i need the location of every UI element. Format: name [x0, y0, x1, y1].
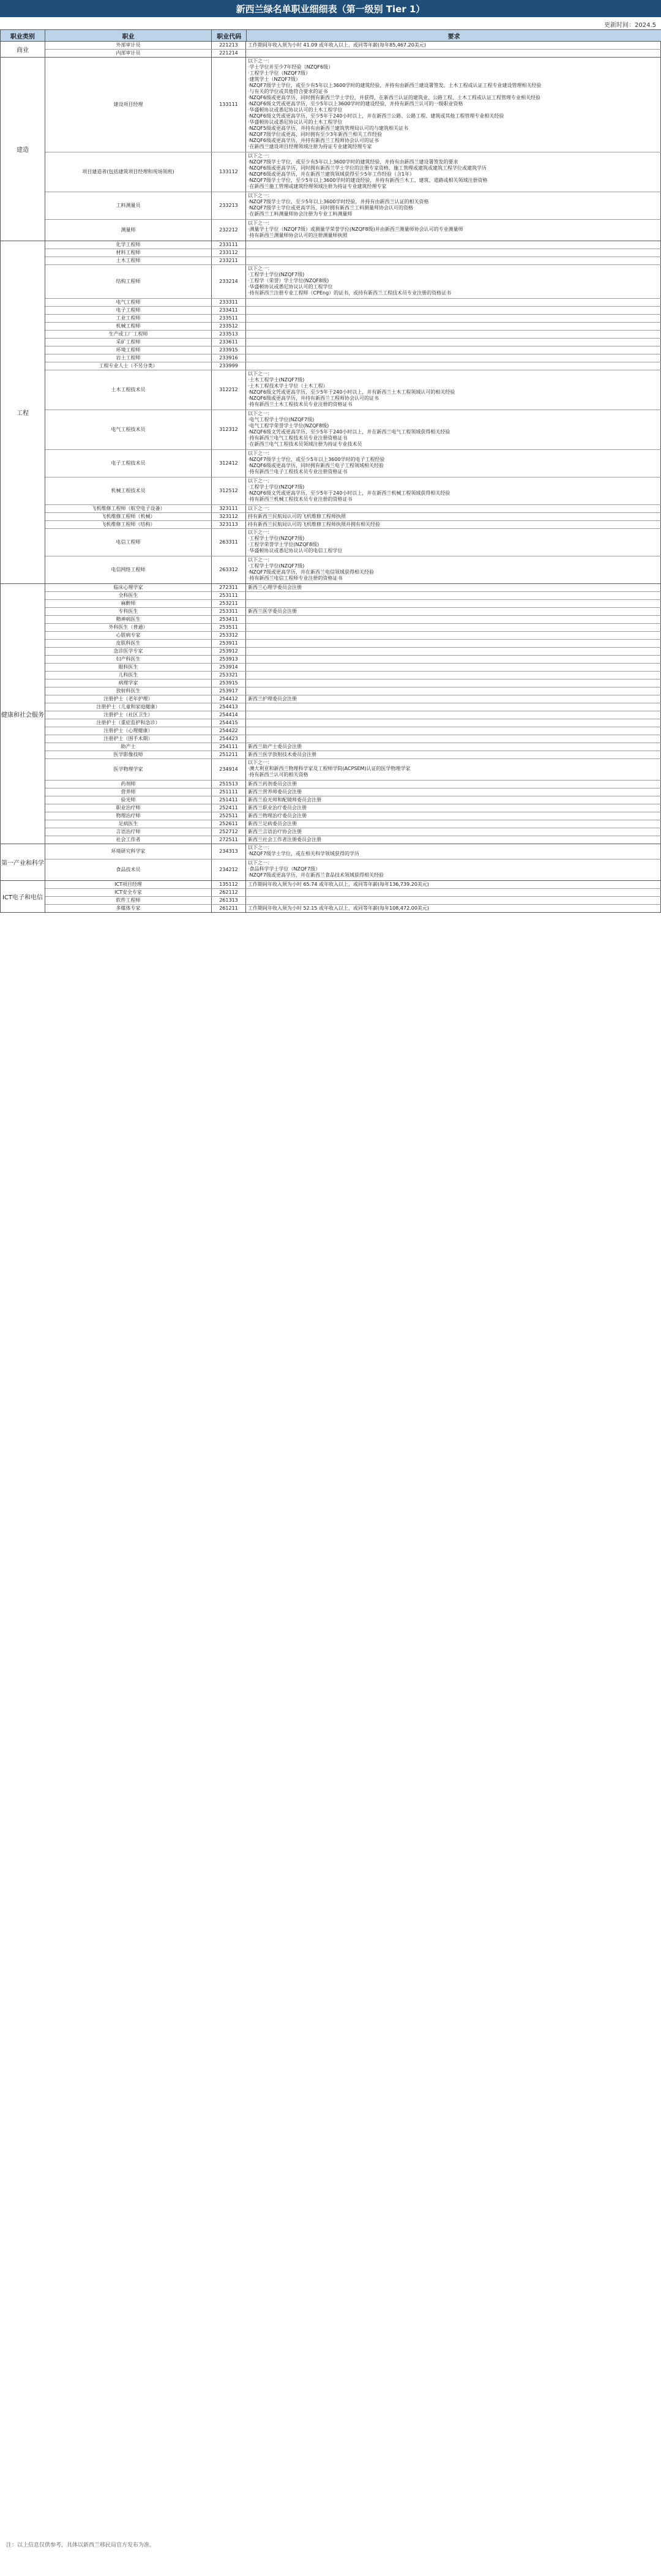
occupation-name: 儿科医生: [45, 672, 212, 679]
occupation-code: 254414: [212, 711, 246, 719]
occupation-name: 化学工程师: [45, 241, 212, 249]
occupation-requirement: [246, 703, 661, 711]
occupation-requirement: 工作期间年收入须为小时 41.09 或年收入以上，或同等年薪(每年85,467.20美元): [246, 42, 661, 49]
occupation-code: 251211: [212, 751, 246, 758]
occupation-requirement: [246, 257, 661, 264]
occupation-name: 项目建造者(包括建筑项目经理和现场领班): [45, 152, 212, 192]
occupation-code: 253311: [212, 608, 246, 615]
occupation-code: 252411: [212, 804, 246, 812]
occupation-name: 医学物理学家: [45, 759, 212, 780]
table-row: [45, 711, 661, 719]
section-rows: [45, 584, 661, 844]
occupation-name: 电气工程师: [45, 299, 212, 306]
occupation-name: 土木工程技术员: [45, 370, 212, 410]
occupation-name: 外科医生（普通）: [45, 624, 212, 631]
table-row: [45, 743, 661, 751]
occupation-requirement: [246, 331, 661, 338]
table-row: [45, 664, 661, 672]
occupation-requirement: 新西兰物理治疗委员会注册: [246, 812, 661, 820]
occupation-code: 312512: [212, 477, 246, 504]
table-row: [45, 529, 661, 556]
occupation-code: 312212: [212, 370, 246, 410]
occupation-requirement: [246, 354, 661, 362]
occupation-code: 254423: [212, 735, 246, 743]
table-row: [45, 513, 661, 521]
occupation-code: 252712: [212, 828, 246, 836]
occupation-name: 验光师: [45, 796, 212, 804]
occupation-name: 物理治疗师: [45, 812, 212, 820]
occupation-requirement: 持有新西兰民航局认可的飞机维修工程师执照并拥有相关经验: [246, 521, 661, 528]
table-row: [45, 828, 661, 836]
occupation-requirement: 新西兰药剂委员会注册: [246, 781, 661, 788]
occupation-code: 254413: [212, 703, 246, 711]
occupation-requirement: 以下之一： ·NZQF7级学士学位，或至少有5年以上3600学时的建筑经验，并持有由新西兰建设署签发的要求 ·NZQF6级或更高学历，同时拥有新西兰学士学位的注册专家资格，施工管理或建筑或建筑工程学位或建筑学历 ·NZQF6级或更高学历，并在新西兰建筑领域获得至少5年工作经验（含1年） ·NZQF7级学士学位，至少5年以上3600学时的建设经验，并持有新西兰木工、建筑、道路或相关领域注册资格 ·在新西兰施工管理或建筑经理领域注册为持证专业建筑经理专家: [246, 152, 661, 192]
occupation-name: 社会工作者: [45, 836, 212, 844]
footer-note: 注：以上信息仅供参考，具体以新西兰移民局官方发布为准。: [6, 2542, 155, 2548]
occupation-code: 251513: [212, 781, 246, 788]
occupation-name: 病理学家: [45, 680, 212, 687]
table-row: [45, 759, 661, 781]
table-section: [1, 844, 661, 881]
table-row: [45, 241, 661, 249]
occupation-requirement: 以下之一： ·工程学士学位(NZQF7级) ·NZQF6级文凭或更高学历，至少5年于240小时以上，并在新西兰机械工程领域获得相关经验 ·持有新西兰机械工程技术员专业注册的资格证书: [246, 477, 661, 504]
occupation-code: 221214: [212, 50, 246, 57]
occupation-requirement: 以下之一： ·NZQF7级学士学位，或至少5年以上3600学时的电子工程经验 ·NZQF6级或更高学历，同时拥有新西兰电子工程领域相关经验 ·持有新西兰电子工程技术员专业注册资格证书: [246, 450, 661, 477]
table-row: [45, 354, 661, 362]
table-row: [45, 600, 661, 608]
table-row: [45, 616, 661, 624]
section-category: 工程: [1, 241, 45, 583]
occupation-code: 252511: [212, 812, 246, 820]
occupation-requirement: 新西兰足病委员会注册: [246, 820, 661, 828]
occupation-code: 253312: [212, 632, 246, 639]
table-row: [45, 265, 661, 299]
table-row: [45, 410, 661, 450]
occupation-requirement: [246, 640, 661, 647]
table-row: [45, 624, 661, 632]
occupation-name: 电子工程技术员: [45, 450, 212, 477]
table-row: [45, 687, 661, 695]
page-title: 新西兰绿名单职业细细表（第一级别 Tier 1）: [0, 0, 661, 17]
table-row: [45, 897, 661, 905]
occupation-code: 253911: [212, 640, 246, 647]
table-row: [45, 695, 661, 703]
table-row: [45, 346, 661, 354]
occupation-name: 机械工程师: [45, 323, 212, 330]
occupation-requirement: 工作期间年收入须为小时 65.74 或年收入以上，或同等年薪(每年136,739.20美元): [246, 881, 661, 888]
table-row: [45, 323, 661, 331]
occupation-code: 233611: [212, 339, 246, 346]
table-row: [45, 220, 661, 241]
occupation-name: 外部审计员: [45, 42, 212, 49]
occupation-name: 土木工程师: [45, 257, 212, 264]
table-row: [45, 632, 661, 640]
occupation-name: 电信网络工程师: [45, 556, 212, 583]
table-row: [45, 331, 661, 339]
table-row: [45, 521, 661, 529]
occupation-requirement: 新西兰营养师委员会注册: [246, 788, 661, 796]
occupation-name: 精神病医生: [45, 616, 212, 623]
occupation-code: 233214: [212, 265, 246, 298]
section-rows: [45, 42, 661, 57]
table-row: [45, 556, 661, 583]
table-row: [45, 58, 661, 152]
table-row: [45, 788, 661, 796]
occupation-name: 临床心理学家: [45, 584, 212, 591]
occupation-name: 结构工程师: [45, 265, 212, 298]
occupation-code: 252611: [212, 820, 246, 828]
occupation-code: 323113: [212, 521, 246, 528]
occupation-code: 233112: [212, 249, 246, 256]
table-section: [1, 881, 661, 913]
occupation-name: ICT安全专家: [45, 889, 212, 896]
occupation-requirement: [246, 687, 661, 695]
table-row: [45, 339, 661, 346]
occupation-name: 注册护士（儿童和家庭健康）: [45, 703, 212, 711]
occupation-code: 251411: [212, 796, 246, 804]
occupation-code: 253411: [212, 616, 246, 623]
table-row: [45, 152, 661, 192]
occupation-code: 262112: [212, 889, 246, 896]
occupation-requirement: 以下之一： ·食品科学学士学位（NZQF7级） ·NZQF7级或更高学历，并在新西兰食品技术领域获得相关经验: [246, 859, 661, 880]
occupation-name: 注册护士（社区卫生）: [45, 711, 212, 719]
occupation-name: 测量师: [45, 220, 212, 241]
occupation-requirement: [246, 656, 661, 663]
occupation-code: 233916: [212, 354, 246, 362]
table-row: [45, 640, 661, 648]
occupation-name: 软件工程师: [45, 897, 212, 904]
occupation-name: 电信工程师: [45, 529, 212, 556]
occupation-requirement: [246, 889, 661, 896]
table-row: [45, 719, 661, 727]
occupation-requirement: 以下之一： ·澳大利亚和新西兰物理科学家及工程师学院(ACPSEM)认证的医学物理学家 ·持有新西兰认可的相关资格: [246, 759, 661, 780]
occupation-code: 253912: [212, 648, 246, 655]
occupation-requirement: [246, 307, 661, 314]
occupation-code: 233411: [212, 307, 246, 314]
occupation-name: 内部审计员: [45, 50, 212, 57]
occupation-name: 急诊医学专家: [45, 648, 212, 655]
occupation-code: 234313: [212, 844, 246, 859]
occupation-requirement: 以下之一： ·工程学士学位(NZQF7级) ·工程学荣誉学士学位(NZQF8级) ·华盛顿协议或悉尼协议认可的电信工程学位: [246, 529, 661, 556]
occupation-requirement: [246, 241, 661, 249]
table-row: [45, 362, 661, 370]
occupation-code: 233211: [212, 257, 246, 264]
occupation-requirement: 新西兰医学放射技术委员会注册: [246, 751, 661, 758]
occupation-name: 妇产科医生: [45, 656, 212, 663]
occupation-name: 飞机维修工程师（结构）: [45, 521, 212, 528]
table-body: [1, 42, 661, 913]
occupation-code: 323111: [212, 505, 246, 512]
occupation-code: 133111: [212, 58, 246, 152]
table-row: [45, 505, 661, 513]
table-row: [45, 315, 661, 323]
table-row: [45, 727, 661, 735]
occupation-requirement: 新西兰医学委员会注册: [246, 608, 661, 615]
occupation-code: 272511: [212, 836, 246, 844]
occupation-name: 机械工程技术员: [45, 477, 212, 504]
occupation-code: 253913: [212, 656, 246, 663]
section-rows: [45, 844, 661, 880]
occupation-requirement: [246, 680, 661, 687]
table-row: [45, 608, 661, 616]
occupation-name: 生产或工厂工程师: [45, 331, 212, 338]
occupation-code: 261211: [212, 905, 246, 912]
section-category: ICT电子和电信: [1, 881, 45, 912]
occupation-requirement: 新西兰言语治疗协会注册: [246, 828, 661, 836]
occupation-name: 医学影像技师: [45, 751, 212, 758]
table-section: [1, 42, 661, 58]
occupation-name: 材料工程师: [45, 249, 212, 256]
occupation-code: 234212: [212, 859, 246, 880]
table-header: [1, 30, 661, 42]
occupation-requirement: 新西兰验光师和配镜师委员会注册: [246, 796, 661, 804]
section-category: 商业: [1, 42, 45, 57]
occupation-requirement: [246, 592, 661, 599]
table-row: [45, 50, 661, 57]
occupation-name: 飞机维修工程师（航空电子设备）: [45, 505, 212, 512]
occupation-name: 麻醉师: [45, 600, 212, 607]
section-category: 建造: [1, 58, 45, 241]
occupation-name: 电子工程师: [45, 307, 212, 314]
occupation-requirement: [246, 249, 661, 256]
occupation-name: 注册护士（心理健康）: [45, 727, 212, 735]
table-row: [45, 477, 661, 505]
occupation-code: 253321: [212, 672, 246, 679]
header-category: 职业类别: [1, 30, 45, 41]
occupation-code: 253511: [212, 624, 246, 631]
table-row: [45, 905, 661, 912]
occupation-name: 药剂师: [45, 781, 212, 788]
occupation-code: 254422: [212, 727, 246, 735]
occupation-code: 233511: [212, 315, 246, 322]
table-row: [45, 812, 661, 820]
occupation-name: 皮肤科医生: [45, 640, 212, 647]
updated-date: 更新时间：2024.5: [604, 22, 656, 29]
occupation-requirement: 以下之一： ·学士学位并至少7年经验（NZQF6级） ·工程学士学位（NZQF7级） ·建筑学士（NZQF7级） ·NZQF7级学士学位，或至少有5年以上3600学时的建筑经验，并持有由新西兰建设署签发、土木工程或认证工程专业建设管理相关经验 ·与有关的学位或其他符合要求的证书 ·NZQF6级或更高学历，同时拥有新西兰学士学位，并获得，在新西兰认证的建筑业、公路工程、土木工程或认证工程管理专业相关经验 ·NZQF6级文凭或更高学历，至少5年以上3600学时的建设经验，并持有新西兰认可的一级职业资格 ·华盛顿协议或悉尼协议认可的土木工程学位 ·NZQF6级文凭或更高学历，至少5年于240小时以上，并在新西兰公路、公路工程、建筑或其他工程管理专业相关经验 ·华盛顿协议或悉尼协议认可的土木工程学位 ·NZQF5级或更高学历，并持有由新西兰建筑管理局认可的与建筑相关证书 ·NZQF7级学位或更高，同时拥有至少3年新西兰相关工作经验 ·NZQF6级或更高学历，并持有新西兰工程师协会认可的证书 ·在新西兰建设项目经理领域注册为持证专业建筑经理专家: [246, 58, 661, 152]
occupation-code: 253917: [212, 687, 246, 695]
occupation-name: 专科医生: [45, 608, 212, 615]
occupation-code: 233111: [212, 241, 246, 249]
occupation-requirement: [246, 339, 661, 346]
occupation-code: 233915: [212, 346, 246, 354]
table-row: [45, 889, 661, 897]
occupation-name: 电气工程技术员: [45, 410, 212, 449]
occupation-code: 261313: [212, 897, 246, 904]
table-row: [45, 751, 661, 759]
table-row: [45, 735, 661, 743]
section-rows: [45, 881, 661, 912]
table-row: [45, 307, 661, 315]
occupation-name: 助产士: [45, 743, 212, 751]
table-row: [45, 257, 661, 265]
occupation-name: 飞机维修工程师（机械）: [45, 513, 212, 520]
occupation-code: 253111: [212, 592, 246, 599]
occupation-requirement: [246, 711, 661, 719]
table-row: [45, 703, 661, 711]
occupation-name: 工业工程师: [45, 315, 212, 322]
occupation-code: 135112: [212, 881, 246, 888]
occupation-requirement: 以下之一： ·工程学士学位(NZQF7级) ·NZQF7级或更高学历，并在新西兰电信领域获得相关经验 ·持有新西兰电信工程师专业注册的资格证书: [246, 556, 661, 583]
occupation-code: 253211: [212, 600, 246, 607]
occupation-requirement: [246, 346, 661, 354]
table-row: [45, 796, 661, 804]
occupation-name: 眼科医生: [45, 664, 212, 671]
table-row: [45, 656, 661, 664]
occupation-code: 233311: [212, 299, 246, 306]
occupation-requirement: 新西兰护理委员会注册: [246, 695, 661, 703]
occupation-name: 放射科医生: [45, 687, 212, 695]
occupation-name: 足病医生: [45, 820, 212, 828]
occupation-requirement: [246, 50, 661, 57]
table-section: [1, 584, 661, 844]
table-row: [45, 450, 661, 477]
table-row: [45, 249, 661, 257]
occupation-name: ICT项目经理: [45, 881, 212, 888]
occupation-requirement: [246, 362, 661, 370]
section-category: 健康和社会服务: [1, 584, 45, 844]
occupation-requirement: [246, 315, 661, 322]
occupation-requirement: [246, 323, 661, 330]
section-rows: [45, 241, 661, 583]
occupation-code: 233213: [212, 192, 246, 219]
occupation-requirement: 以下之一： ·NZQF7级学士学位，至少5年以上3600学时经验，并持有由新西兰认证的相关资格 ·NZQF7级学士学位或更高学历，同时拥有新西兰工料测量师协会认可的资格 ·在新西兰工料测量师协会注册为专业工料测量师: [246, 192, 661, 219]
occupation-name: 注册护士（围手术期）: [45, 735, 212, 743]
table-row: [45, 42, 661, 50]
header-occupation: 职业: [45, 30, 212, 41]
occupation-requirement: [246, 624, 661, 631]
occupation-code: 272311: [212, 584, 246, 591]
occupation-requirement: [246, 616, 661, 623]
occupation-name: 全科医生: [45, 592, 212, 599]
table-row: [45, 672, 661, 680]
occupation-name: 采矿工程师: [45, 339, 212, 346]
occupation-name: 工程专业人士（不另分类）: [45, 362, 212, 370]
occupation-requirement: 新西兰社会工作者注册委员会注册: [246, 836, 661, 844]
occupation-code: 251111: [212, 788, 246, 796]
occupation-table: [0, 29, 661, 913]
occupation-name: 营养师: [45, 788, 212, 796]
occupation-requirement: 持有新西兰民航局认可的飞机维修工程师执照: [246, 513, 661, 520]
occupation-code: 233512: [212, 323, 246, 330]
table-row: [45, 781, 661, 788]
occupation-code: 233999: [212, 362, 246, 370]
occupation-code: 232212: [212, 220, 246, 241]
occupation-code: 221213: [212, 42, 246, 49]
header-code: 职业代码: [212, 30, 247, 41]
occupation-requirement: 以下之一： ·土木工程学士(NZQF7级) ·土木工程技术学士学位（土木工程） ·NZQF6级文凭或更高学历，至少5年于240小时以上，并有新西兰土木工程领域认可的相关经验 ·NZQF6级或更高学历，并持有新西兰工程师协会认可的证书 ·持有新西兰土木工程技术员专业注册的资格证书: [246, 370, 661, 410]
header-requirement: 要求: [247, 30, 661, 41]
occupation-requirement: [246, 719, 661, 727]
occupation-requirement: 以下之一： ·电气工程学士学位(NZQF7级) ·电气工程学荣誉学士学位(NZQF8级) ·NZQF6级文凭或更高学历，至少5年于240小时以上，并在新西兰电气工程领域获得相关经验 ·持有新西兰电气工程技术员专业注册资格证书 ·在新西兰电气工程技术员领域注册为持证专业技术员: [246, 410, 661, 449]
occupation-name: 建设项目经理: [45, 58, 212, 152]
occupation-requirement: 工作期间年收入须为小时 52.15 或年收入以上，或同等年薪(每年108,472.00美元): [246, 905, 661, 912]
occupation-code: 312312: [212, 410, 246, 449]
table-row: [45, 881, 661, 889]
occupation-name: 心脏病专家: [45, 632, 212, 639]
occupation-name: 注册护士（老年护理）: [45, 695, 212, 703]
occupation-requirement: 以下之一： ·NZQF7级学士学位，或在相关科学领域获得的学历: [246, 844, 661, 859]
occupation-requirement: [246, 600, 661, 607]
table-row: [45, 584, 661, 592]
table-section: [1, 241, 661, 584]
occupation-requirement: 新西兰职业治疗委员会注册: [246, 804, 661, 812]
occupation-code: 254415: [212, 719, 246, 727]
occupation-name: 岩土工程师: [45, 354, 212, 362]
occupation-code: 263312: [212, 556, 246, 583]
occupation-code: 233513: [212, 331, 246, 338]
occupation-requirement: 以下之一： ·工程学士学位(NZQF7级) ·工程学（荣誉）学士学位(NZQF8级) ·华盛顿协议或悉尼协议认可的工程学位 ·持有新西兰注册专业工程师（CPEng）的证书，或持有新西兰工程技术员专业注册的资格证书: [246, 265, 661, 298]
occupation-requirement: 以下之一：: [246, 505, 661, 512]
table-row: [45, 820, 661, 828]
occupation-code: 234914: [212, 759, 246, 780]
occupation-requirement: [246, 664, 661, 671]
occupation-requirement: 新西兰助产士委员会注册: [246, 743, 661, 751]
occupation-code: 254111: [212, 743, 246, 751]
occupation-requirement: [246, 727, 661, 735]
occupation-code: 254412: [212, 695, 246, 703]
table-row: [45, 859, 661, 880]
occupation-name: 职业治疗师: [45, 804, 212, 812]
table-row: [45, 592, 661, 600]
occupation-code: 312412: [212, 450, 246, 477]
occupation-name: 食品技术员: [45, 859, 212, 880]
occupation-requirement: [246, 648, 661, 655]
occupation-code: 323112: [212, 513, 246, 520]
occupation-code: 253915: [212, 680, 246, 687]
table-row: [45, 844, 661, 859]
table-row: [45, 836, 661, 844]
table-row: [45, 648, 661, 656]
occupation-requirement: 新西兰心理学委员会注册: [246, 584, 661, 591]
occupation-requirement: 以下之一： ·测量学士学位（NZQF7级）或测量学荣誉学位(NZQF8级)并由新西兰测量师协会认可的专业测量师 ·持有新西兰测量师协会认可的注册测量师执照: [246, 220, 661, 241]
occupation-requirement: [246, 672, 661, 679]
table-section: [1, 58, 661, 241]
table-row: [45, 299, 661, 307]
occupation-requirement: [246, 897, 661, 904]
table-row: [45, 680, 661, 687]
table-row: [45, 192, 661, 220]
occupation-name: 环境工程师: [45, 346, 212, 354]
table-row: [45, 370, 661, 410]
occupation-code: 133112: [212, 152, 246, 192]
occupation-name: 多媒体专家: [45, 905, 212, 912]
section-category: 第一产业和科学: [1, 844, 45, 880]
occupation-name: 工料测量员: [45, 192, 212, 219]
table-row: [45, 804, 661, 812]
occupation-name: 环境研究科学家: [45, 844, 212, 859]
section-rows: [45, 58, 661, 241]
occupation-code: 253914: [212, 664, 246, 671]
occupation-requirement: [246, 632, 661, 639]
occupation-name: 注册护士（重症监护和急诊）: [45, 719, 212, 727]
occupation-name: 言语治疗师: [45, 828, 212, 836]
occupation-requirement: [246, 735, 661, 743]
occupation-requirement: [246, 299, 661, 306]
occupation-code: 263311: [212, 529, 246, 556]
